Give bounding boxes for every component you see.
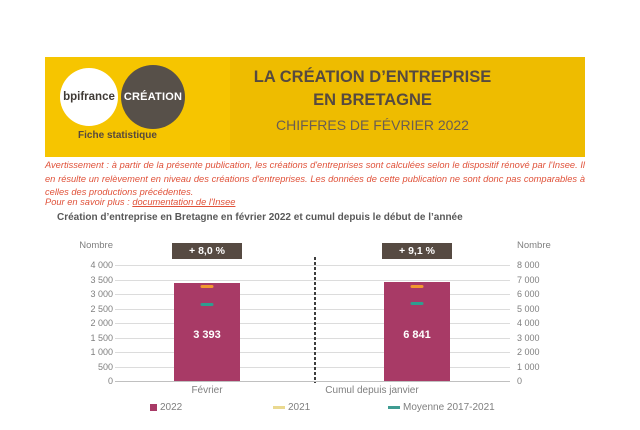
axis-tick-label: 2 000 <box>90 318 113 328</box>
legend-label-moyenne: Moyenne 2017-2021 <box>403 402 495 413</box>
axis-tick-label: 3 500 <box>90 274 113 285</box>
growth-badge-fevrier: + 8,0 % <box>172 243 242 259</box>
creation-logo <box>121 65 185 129</box>
bar-value-label: 6 841 <box>403 329 431 341</box>
title-block <box>230 57 585 157</box>
left-axis-title: Nombre <box>79 240 113 251</box>
page-title-line1: LA CRÉATION D’ENTREPRISE <box>253 68 492 86</box>
x-axis-label-cumul: Cumul depuis janvier <box>325 385 419 396</box>
bar-group-cumul <box>382 243 452 381</box>
marker-moyenne-fevrier <box>201 303 214 307</box>
axis-tick-label: 0 <box>107 376 113 386</box>
bpifrance-logo <box>60 68 118 126</box>
gridline <box>115 381 510 382</box>
legend-label-2021: 2021 <box>288 402 311 413</box>
axis-tick-label: 500 <box>97 361 113 372</box>
bar-2022-fevrier <box>174 283 240 381</box>
bar-group-fevrier <box>172 243 242 381</box>
marker-2021-cumul <box>411 285 424 289</box>
right-axis-title: Nombre <box>517 240 551 251</box>
legend-item-2021 <box>273 402 310 413</box>
header-banner <box>45 57 585 157</box>
axis-tick-label: 2 000 <box>517 347 540 357</box>
axis-tick-label: 1 000 <box>90 347 113 357</box>
legend-swatch-2022 <box>150 404 157 411</box>
more-info-label: Pour en savoir plus : <box>45 197 133 207</box>
warning-text: Avertissement : à partir de la présente publication, les créations d'entreprises sont calculées selon le dispositif rénové par l'Insee. Il en résulte un relèvement en niveau des créations d'entreprises. Les données de cette publication ne sont donc pas comparables à celles des productions précédentes. <box>45 160 585 197</box>
axis-tick-label: 1 500 <box>90 332 113 343</box>
axis-tick-label: 2 500 <box>90 303 113 314</box>
page-subtitle: CHIFFRES DE FÉVRIER 2022 <box>276 117 469 133</box>
axis-tick-label: 4 000 <box>90 260 113 270</box>
x-axis-label-fevrier: Février <box>191 385 223 396</box>
more-info <box>45 197 235 207</box>
axis-tick-label: 1 000 <box>517 361 540 372</box>
marker-2021-fevrier <box>201 285 214 289</box>
bar-value-label: 3 393 <box>193 329 221 341</box>
axis-tick-label: 7 000 <box>517 274 540 285</box>
axis-tick-label: 6 000 <box>517 289 540 299</box>
tagline: Fiche statistique <box>78 130 157 141</box>
insee-documentation-link[interactable]: documentation de l'Insee <box>132 197 236 207</box>
growth-badge-cumul: + 9,1 % <box>382 243 452 259</box>
axis-tick-label: 8 000 <box>517 260 540 270</box>
legend-item-moyenne <box>388 402 495 413</box>
creation-logo-text: CRÉATION <box>123 91 183 103</box>
chart-legend <box>115 402 535 418</box>
axis-tick-label: 3 000 <box>90 289 113 299</box>
dashed-separator <box>314 257 316 383</box>
legend-swatch-moyenne <box>388 406 400 409</box>
axis-tick-label: 4 000 <box>517 318 540 328</box>
page-title-line2: EN BRETAGNE <box>313 91 432 109</box>
axis-tick-label: 5 000 <box>517 303 540 314</box>
chart-title: Création d’entreprise en Bretagne en février 2022 et cumul depuis le début de l’année <box>57 212 463 223</box>
legend-swatch-2021 <box>273 406 285 409</box>
bar-2022-cumul <box>384 282 450 381</box>
axis-tick-label: 3 000 <box>517 332 540 343</box>
axis-tick-label: 0 <box>517 376 523 386</box>
left-axis-ticks <box>45 260 113 386</box>
plot-area <box>115 245 510 381</box>
bpifrance-logo-text: bpifrance <box>63 91 115 103</box>
legend-item-2022 <box>150 402 182 413</box>
right-axis-ticks <box>517 260 577 386</box>
marker-moyenne-cumul <box>411 302 424 306</box>
legend-label-2022: 2022 <box>160 402 183 413</box>
